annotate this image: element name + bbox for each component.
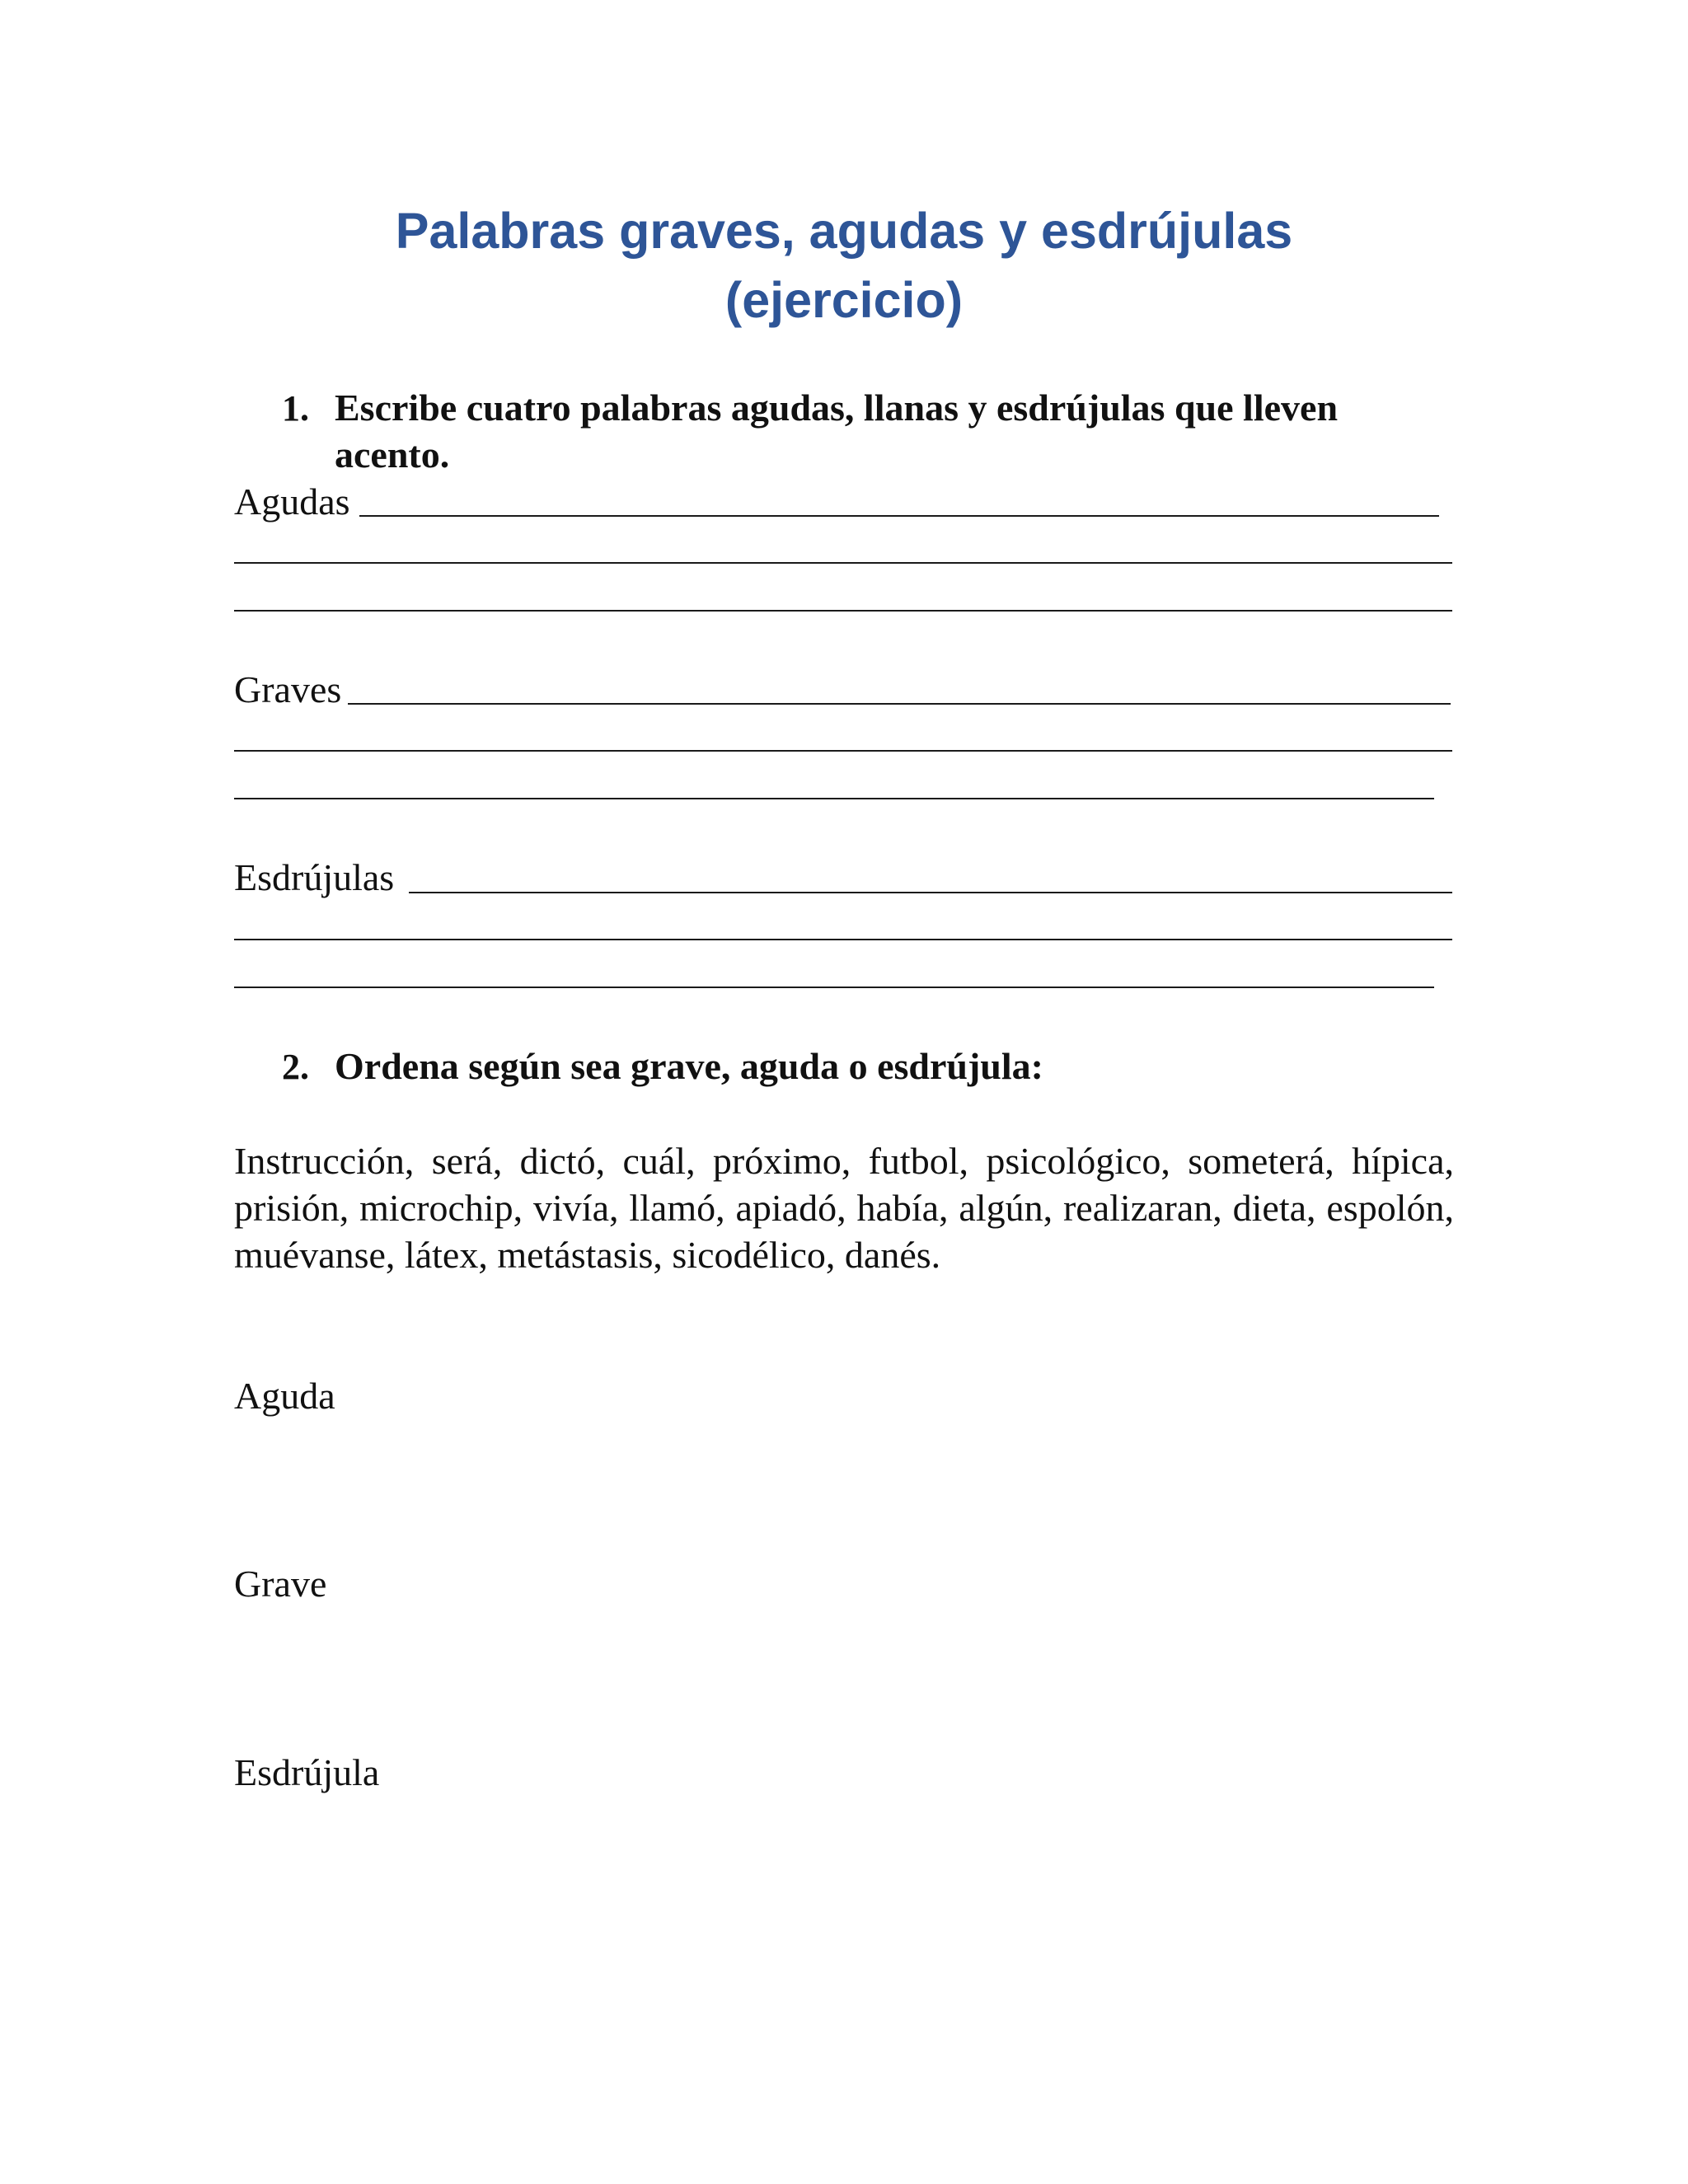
graves-label: Graves — [234, 668, 342, 710]
word-list: Instrucción, será, dictó, cuál, próximo, futbol, psicológico, someterá, hípica, prisión, microchip, vivía, llamó, apiadó, había, algún, realizaran, dieta, espolón, muévanse, látex, metástasis, sicodélico, danés. — [234, 1140, 1454, 1276]
question-1-text-line-1: Escribe cuatro palabras agudas, llanas y esdrújulas que lleven — [335, 387, 1339, 429]
graves-answer-line-3[interactable] — [234, 798, 1434, 799]
question-1-number: 1. — [282, 388, 309, 429]
question-2-number: 2. — [282, 1047, 309, 1087]
esdrujulas-label: Esdrújulas — [234, 856, 395, 898]
grave-label: Grave — [234, 1563, 327, 1605]
title-line-2: (ejercicio) — [724, 272, 964, 328]
esdrujulas-answer-line-3[interactable] — [234, 987, 1434, 988]
esdrujulas-answer-line-1[interactable] — [409, 892, 1452, 893]
esdrujulas-answer-line-2[interactable] — [234, 939, 1452, 940]
aguda-label: Aguda — [234, 1375, 335, 1417]
agudas-answer-line-2[interactable] — [234, 562, 1452, 564]
agudas-label: Agudas — [234, 480, 350, 523]
agudas-answer-line-3[interactable] — [234, 610, 1452, 612]
question-1-text-line-2: acento. — [335, 434, 450, 476]
title-line-1: Palabras graves, agudas y esdrújulas — [395, 203, 1293, 259]
esdrujula-label: Esdrújula — [234, 1751, 380, 1793]
agudas-answer-line-1[interactable] — [359, 515, 1439, 517]
question-2-text: Ordena según sea grave, aguda o esdrújula: — [335, 1045, 1043, 1087]
graves-answer-line-1[interactable] — [348, 703, 1451, 705]
graves-answer-line-2[interactable] — [234, 750, 1452, 752]
